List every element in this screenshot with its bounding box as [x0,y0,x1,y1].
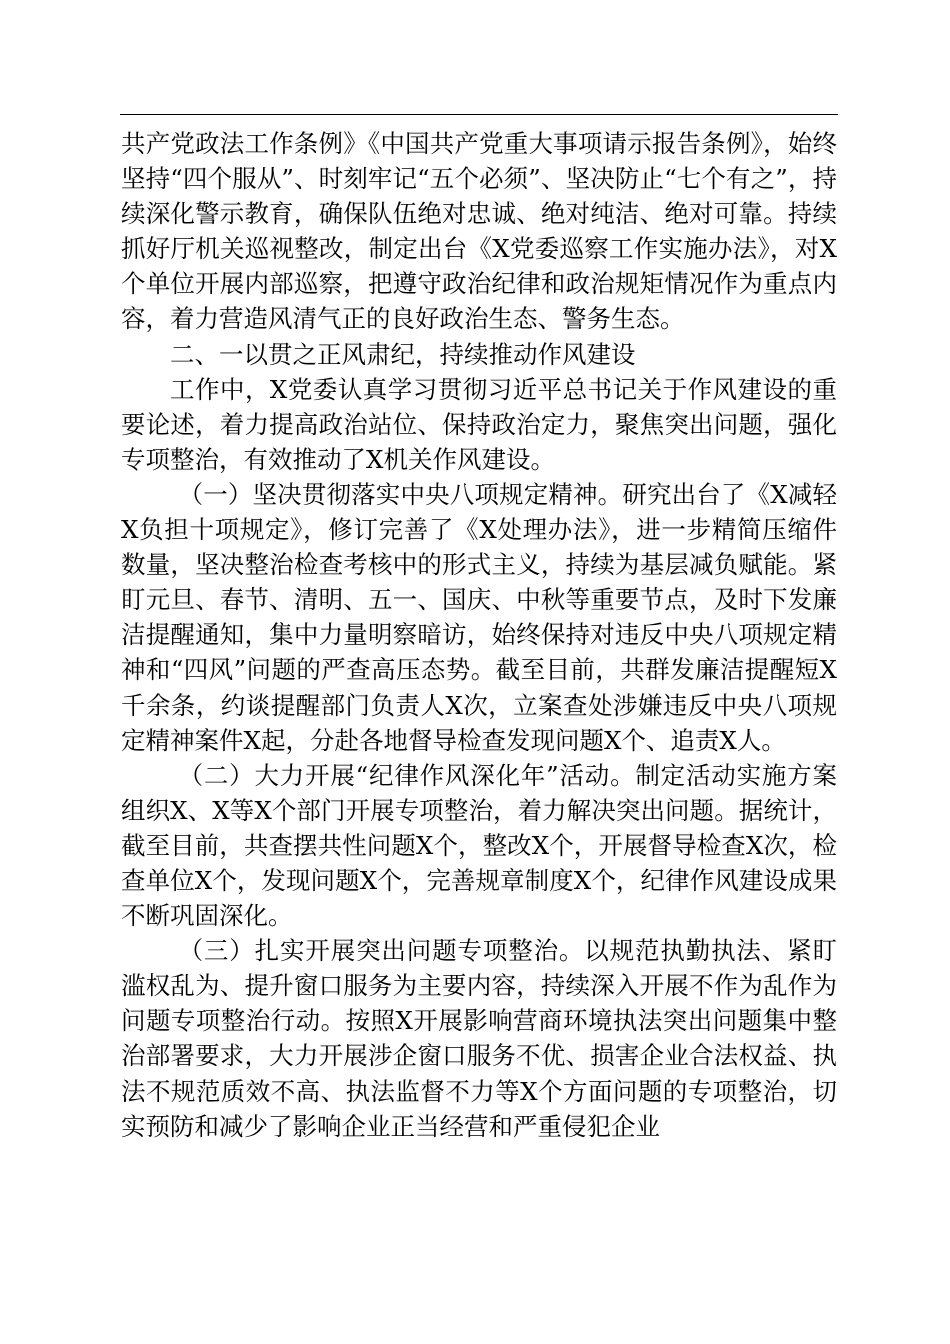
paragraph-continuation: 共产党政法工作条例》《中国共产党重大事项请示报告条例》，始终坚持“四个服从”、时刻牢记“五个必须”、坚决防止“七个有之”，持续深化警示教育，确保队伍绝对忠诚、绝对纯洁、绝对可靠。持续抓好厅机关巡视整改，制定出台《X党委巡察工作实施办法》，对X个单位开展内部巡察，把遵守政治纪律和政治规矩情况作为重点内容，着力营造风清气正的良好政治生态、警务生态。 [121,129,837,334]
section-heading: 二、一以贯之正风肃纪，持续推动作风建设 [170,339,636,369]
document-body [121,126,837,1144]
paragraph-intro: 工作中，X党委认真学习贯彻习近平总书记关于作风建设的重要论述，着力提高政治站位、保持政治定力，聚焦突出问题，强化专项整治，有效推动了X机关作风建设。 [121,374,837,474]
paragraph-item-2: （二）大力开展“纪律作风深化年”活动。制定活动实施方案组织X、X等X个部门开展专项整治，着力解决突出问题。据统计，截至目前，共查摆共性问题X个，整改X个，开展督导检查X次，检查单位X个，发现问题X个，完善规章制度X个，纪律作风建设成果不断巩固深化。 [121,760,837,931]
paragraph-item-1: （一）坚决贯彻落实中央八项规定精神。研究出台了《X减轻X负担十项规定》，修订完善了《X处理办法》，进一步精简压缩件数量，坚决整治检查考核中的形式主义，持续为基层减负赋能。紧盯元旦、春节、清明、五一、国庆、中秋等重要节点，及时下发廉洁提醒通知，集中力量明察暗访，始终保持对违反中央八项规定精神和“四风”问题的严查高压态势。截至目前，共群发廉洁提醒短X千余条，约谈提醒部门负责人X次，立案查处涉嫌违反中央八项规定精神案件X起，分赴各地督导检查发现问题X个、追责X人。 [121,479,837,755]
paragraph-item-3: （三）扎实开展突出问题专项整治。以规范执勤执法、紧盯滥权乱为、提升窗口服务为主要内容，持续深入开展不作为乱作为问题专项整治行动。按照X开展影响营商环境执法突出问题集中整治部署要求，大力开展涉企窗口服务不优、损害企业合法权益、执法不规范质效不高、执法监督不力等X个方面问题的专项整治，切实预防和减少了影响企业正当经营和严重侵犯企业 [121,936,837,1141]
header-rule [120,114,838,115]
